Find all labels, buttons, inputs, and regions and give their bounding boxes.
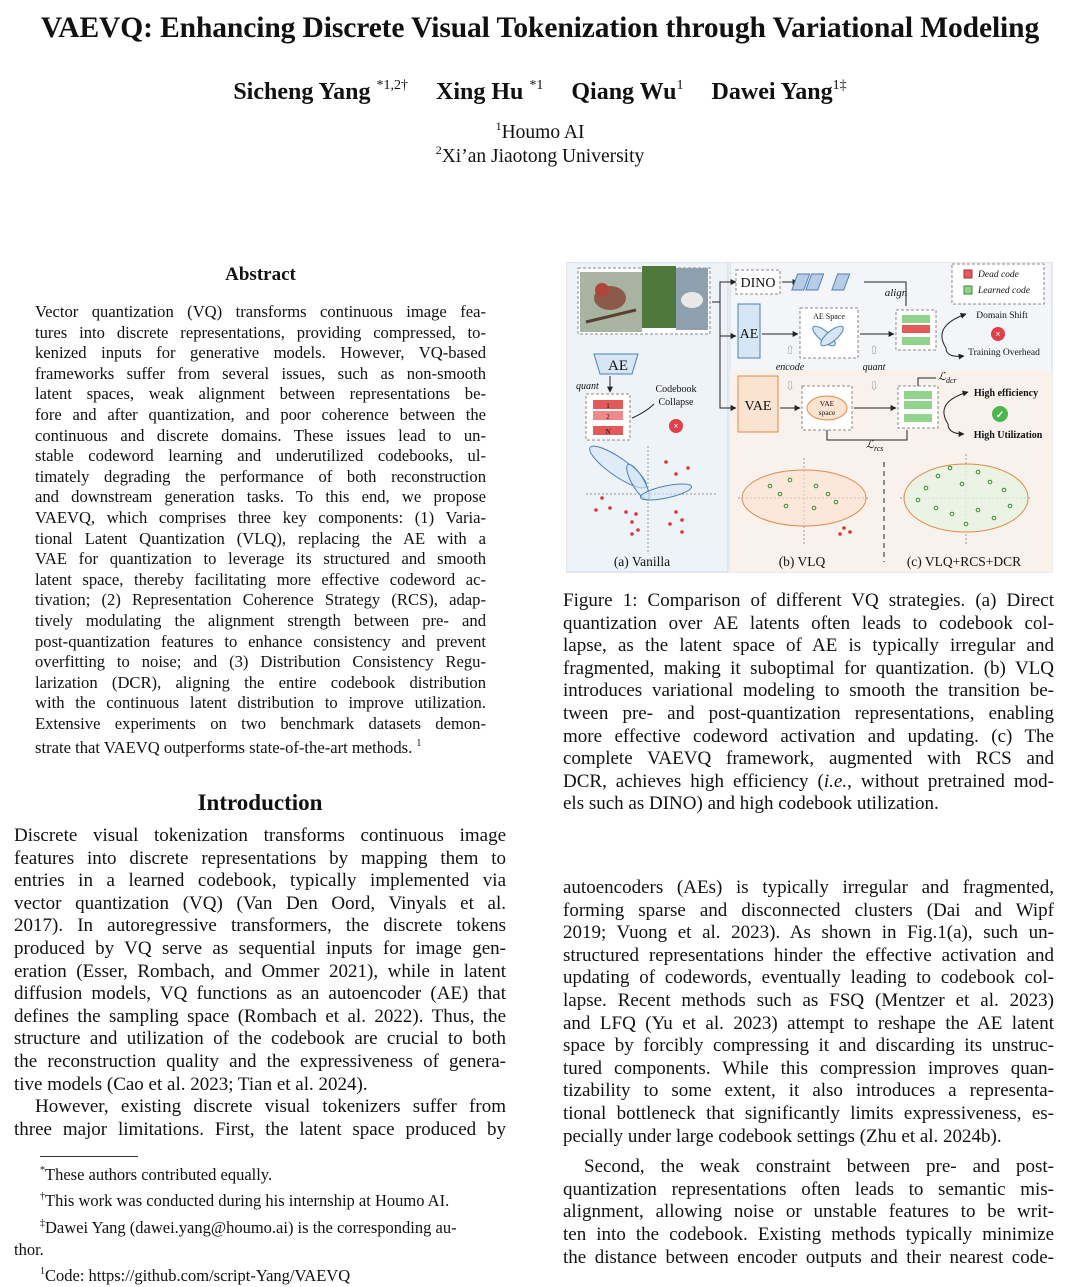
dead-code-swatch — [964, 270, 972, 278]
ae-space-label: AE Space — [813, 312, 845, 321]
vae-space-label: space — [818, 408, 836, 417]
ae-label-b: AE — [739, 327, 759, 342]
author: Sicheng Yang $^{*1,2\dagger}$ — [233, 78, 408, 105]
footnote: *These authors contributed equally. — [40, 1165, 273, 1184]
intro-line: diffusion models, VQ functions as an autoencoder (AE) that — [14, 983, 506, 1005]
footnote: thor. — [14, 1239, 44, 1259]
body-line: ten into the codebook. Existing methods typically minimize — [563, 1223, 1054, 1245]
figure-caption — [563, 590, 1054, 816]
code-index: 2 — [606, 413, 610, 421]
intro-line: tive models (Cao et al. 2023; Tian et al. 2024). — [14, 1073, 368, 1095]
caption-line: DCR, achieves high efficiency (i.e., without pretrained mod- — [563, 770, 1054, 792]
footnote: †This work was conducted during his internship at Houmo AI. — [40, 1191, 450, 1211]
panel-c-label: (c) VLQ+RCS+DCR — [906, 554, 1022, 569]
intro-line: the reconstruction quality and the expressiveness of genera- — [14, 1050, 506, 1072]
learned-code-swatch — [964, 286, 972, 294]
dino-label: DINO — [740, 276, 776, 291]
align-label: align — [884, 287, 908, 299]
caption-line: els such as DINO) and high codebook utilization. — [563, 793, 939, 815]
affiliation: $^1$Houmo AI — [495, 119, 585, 143]
abstract-line: continuous and discrete domains. These issues lead to un- — [35, 425, 486, 445]
quant-label-a: quant — [576, 381, 599, 392]
body-line: updating of codewords, eventually leading to codebook col- — [563, 967, 1054, 989]
footnote: ‡Dawei Yang (dawei.yang@houmo.ai) is the corresponding au- — [40, 1217, 457, 1237]
learned-code-cell — [902, 315, 930, 323]
body-line: space by forcibly compressing it and discarding its unstruc- — [563, 1035, 1054, 1057]
latent-ellipse-b — [742, 470, 866, 526]
body-line: the distance between encoder outputs and their nearest code- — [563, 1246, 1054, 1268]
panel-a-label: (a) Vanilla — [613, 554, 671, 569]
domain-shift-label: Domain Shift — [976, 311, 1028, 321]
fail-icon-mark: × — [995, 329, 1001, 339]
abstract-line: strate that VAEVQ outperforms state-of-the-art methods. $^1$ — [35, 738, 422, 758]
legend-learned-code: Learned code — [978, 286, 1030, 296]
body-line: tured components. While this compression improves quan- — [563, 1057, 1054, 1079]
bird-head-icon — [595, 283, 609, 297]
figure-1 — [566, 262, 1054, 574]
abstract-line: tively modulating the alignment strength between pre- and — [35, 610, 486, 630]
check-icon-mark: ✓ — [995, 410, 1005, 421]
ae-label-a: AE — [608, 358, 628, 374]
learned-code-cell — [904, 401, 932, 409]
caption-line: fragmented, making it suboptimal for quantization. (b) VLQ — [563, 657, 1054, 679]
author: Qiang Wu$^1$ — [571, 78, 684, 105]
intro-line: Discrete visual tokenization transforms continuous image — [14, 825, 506, 846]
dead-code-cell — [902, 325, 930, 333]
body-line: alignment, allowing noise or unstable features to be writ- — [563, 1201, 1054, 1223]
intro-line: produced by VQ serve as sequential inputs for image gen- — [14, 937, 506, 959]
abstract-line: VAEVQ, which comprises three key components: (1) Varia- — [35, 507, 486, 527]
body-line: structured representations hinder the effective activation and — [563, 944, 1054, 966]
caption-line: lapse, as the latent space of AE is typically irregular and — [563, 635, 1054, 657]
vae-space-label: VAE — [819, 399, 835, 408]
author: Xing Hu $^{*1}$ — [435, 78, 544, 105]
caption-line: introduces variational modeling to smooth the transition be- — [563, 680, 1054, 702]
abstract-line: Vector quantization (VQ) transforms continuous image fea- — [35, 302, 486, 321]
codebook-collapse-label: Collapse — [658, 397, 694, 408]
abstract-line: latent space, thereby facilitating more effective codeword ac- — [35, 569, 486, 589]
caption-line: Figure 1: Comparison of different VQ strategies. (a) Direct — [563, 590, 1054, 611]
panel-b-label: (b) VLQ — [778, 554, 826, 569]
learned-code-cell — [902, 337, 930, 345]
encode-label: encode — [775, 362, 805, 373]
learned-code-cell — [904, 414, 932, 422]
abstract-line: frameworks suffer from several issues, such as non-smooth — [35, 363, 486, 383]
up-arrow-icon: ⇧ — [868, 343, 880, 357]
abstract-line: kenized inputs for generative models. However, VQ-based — [35, 343, 486, 363]
caption-line: tween pre- and post-quantization representations, enabling — [563, 702, 1054, 724]
body-line: forming sparse and disconnected clusters (Dai and Wipf — [563, 899, 1054, 921]
footnote-marker[interactable]: 1 — [416, 738, 422, 750]
abstract-body — [35, 302, 486, 758]
code-index: 1 — [606, 402, 610, 410]
paper-title: VAEVQ: Enhancing Discrete Visual Tokenization through Variational Modeling — [40, 12, 1040, 44]
author: Dawei Yang$^{1\ddagger}$ — [711, 78, 847, 105]
abstract-line: post-quantization features to enhance consistency and prevent — [35, 631, 486, 651]
abstract-line: stable codeword learning and underutilized codebooks, ul- — [35, 446, 486, 466]
caption-line: quantization over AE latents often leads to codebook col- — [563, 612, 1054, 634]
abstract-heading: Abstract — [225, 264, 296, 285]
body-line: quantization representations often leads to semantic mis- — [563, 1178, 1054, 1200]
intro-line: 2017). In autoregressive transformers, the discrete tokens — [14, 915, 506, 937]
body-line: tizability to some extent, it also introduces a representa- — [563, 1080, 1054, 1102]
abstract-line: latent spaces, weak alignment between representations be- — [35, 384, 486, 404]
gull-icon — [681, 292, 703, 308]
intro-line: features into discrete representations by mapping them to — [14, 847, 506, 869]
high-efficiency-label: High efficiency — [973, 388, 1039, 399]
l-dcr-label: ℒ$_{dcr}$ — [938, 371, 957, 385]
intro-line: vector quantization (VQ) (Van Den Oord, Vinyals et al. — [14, 892, 506, 914]
abstract-line: tional Latent Quantization (VLQ), replacing the AE with a — [35, 528, 486, 548]
codebook-collapse-label: Codebook — [655, 384, 697, 395]
down-arrow-icon: ⇩ — [868, 379, 880, 393]
abstract-line: overfitting to noise; and (3) Distribution Consistency Regu- — [35, 652, 486, 672]
quant-label-b: quant — [862, 362, 886, 373]
vae-label: VAE — [744, 399, 772, 414]
up-arrow-icon: ⇧ — [784, 343, 796, 357]
abstract-line: with the continuous latent distribution to improve utilization. — [35, 693, 486, 713]
footnotes — [14, 1160, 506, 1287]
intro-line: defines the sampling space (Rombach et al. 2022). Thus, the — [14, 1005, 506, 1027]
body-line: Second, the weak constraint between pre- and post- — [584, 1156, 1054, 1178]
introduction-body — [14, 825, 506, 1141]
l-rcs-label: ℒ$_{rcs}$ — [866, 439, 884, 453]
training-overhead-label: Training Overhead — [968, 348, 1040, 358]
footnote-rule — [40, 1156, 138, 1157]
fail-icon-mark: × — [673, 421, 679, 431]
intro-line: eration (Esser, Rombach, and Ommer 2021), while in latent — [14, 960, 506, 982]
body-line: lapse. Recent methods such as FSQ (Mentzer et al. 2023) — [563, 989, 1054, 1011]
abstract-line: tures into discrete representations, providing compressed, to- — [35, 322, 486, 342]
body-line: and LFQ (Yu et al. 2023) attempt to reshape the AE latent — [563, 1012, 1054, 1034]
introduction-heading: Introduction — [197, 790, 323, 815]
caption-line: complete VAEVQ framework, augmented with RCS and — [563, 748, 1054, 770]
intro-line: three major limitations. First, the latent space produced by — [14, 1118, 506, 1140]
code-index: N — [605, 428, 611, 436]
body-line: autoencoders (AEs) is typically irregular and fragmented, — [563, 877, 1054, 898]
body-line: 2019; Vuong et al. 2023). As shown in Fig.1(a), such un- — [563, 922, 1054, 944]
intro-line: entries in a learned codebook, typically implemented via — [14, 870, 506, 892]
body-line: pecially under large codebook settings (Zhu et al. 2024b). — [563, 1125, 1002, 1147]
abstract-line: fore and after quantization, and poor coherence between the — [35, 404, 486, 424]
high-utilization-label: High Utilization — [973, 430, 1043, 441]
abstract-line: timately degrading the performance of both reconstruction — [35, 466, 486, 486]
footnote[interactable]: $^1$Code: https://github.com/script-Yang/VAEVQ — [40, 1266, 351, 1286]
author-list — [0, 78, 1080, 106]
tree-image — [642, 266, 676, 328]
abstract-line: VAE for quantization to leverage its structured and smooth — [35, 549, 486, 569]
intro-line: However, existing discrete visual tokenizers suffer from — [35, 1096, 506, 1118]
affiliation: $^2$Xi’an Jiaotong University — [435, 143, 645, 167]
learned-code-cell — [904, 391, 932, 399]
intro-line: structure and utilization of the codebook are crucial to both — [14, 1028, 506, 1050]
caption-line: more effective codeword activation and updating. (c) The — [563, 725, 1054, 747]
right-column-body — [563, 877, 1054, 1269]
body-line: tional bottleneck that significantly limits expressiveness, es- — [563, 1102, 1054, 1124]
down-arrow-icon: ⇩ — [784, 379, 796, 393]
legend-dead-code: Dead code — [978, 270, 1019, 280]
abstract-line: larization (DCR), aligning the entire codebook distribution — [35, 672, 486, 692]
abstract-line: and downstream generation tasks. To this end, we propose — [35, 487, 486, 507]
abstract-line: Extensive experiments on two benchmark datasets demon- — [35, 713, 486, 733]
abstract-line: tivation; (2) Representation Coherence Strategy (RCS), adap- — [35, 590, 486, 610]
